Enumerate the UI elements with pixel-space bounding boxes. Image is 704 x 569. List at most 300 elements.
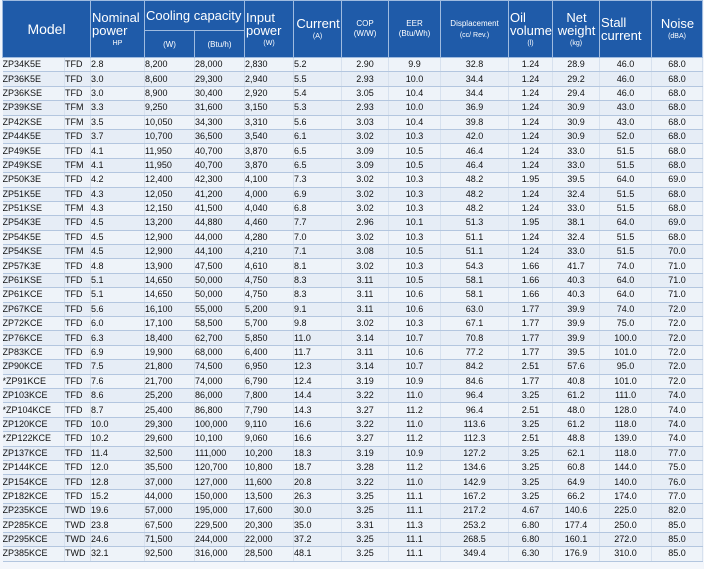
header-net-weight (553, 1, 600, 58)
cell-displacement: 349.4 (441, 547, 509, 561)
table-row (3, 187, 703, 201)
cell-displacement: 46.4 (441, 144, 509, 158)
cell-oil-volume: 3.25 (509, 489, 553, 503)
cell-model: ZP76KCE (3, 331, 65, 345)
table-row (3, 317, 703, 331)
cell-model: ZP72KCE (3, 317, 65, 331)
cell-nominal-power: 5.1 (91, 273, 145, 287)
cell-stall-current: 100.0 (600, 331, 652, 345)
table-row (3, 58, 703, 72)
cell-model: *ZP122KCE (3, 432, 65, 446)
table-row (3, 72, 703, 86)
cell-nominal-power: 8.6 (91, 388, 145, 402)
cell-input-power: 3,310 (245, 115, 294, 129)
cell-current: 6.9 (294, 187, 342, 201)
cell-nominal-power: 10.0 (91, 417, 145, 431)
header-model: Model (3, 1, 91, 58)
cell-stall-current: 225.0 (600, 504, 652, 518)
cell-eer: 11.1 (389, 532, 441, 546)
cell-noise: 72.0 (652, 345, 703, 359)
cell-noise: 85.0 (652, 532, 703, 546)
cell-input-power: 4,610 (245, 259, 294, 273)
cell-input-power: 6,400 (245, 345, 294, 359)
table-row (3, 101, 703, 115)
cell-type: TFD (65, 273, 91, 287)
cell-net-weight: 60.8 (553, 460, 600, 474)
cell-type: TWD (65, 518, 91, 532)
cell-oil-volume: 1.77 (509, 331, 553, 345)
cell-current: 8.3 (294, 288, 342, 302)
cell-stall-current: 111.0 (600, 388, 652, 402)
cell-current: 5.6 (294, 115, 342, 129)
cell-cop: 3.02 (342, 317, 389, 331)
cell-noise: 68.0 (652, 158, 703, 172)
cell-net-weight: 33.0 (553, 144, 600, 158)
cell-model: ZP295KCE (3, 532, 65, 546)
cell-nominal-power: 4.5 (91, 216, 145, 230)
cell-input-power: 6,790 (245, 374, 294, 388)
table-row (3, 230, 703, 244)
cell-input-power: 4,000 (245, 187, 294, 201)
cell-type: TFD (65, 173, 91, 187)
cell-displacement: 84.6 (441, 374, 509, 388)
cell-nominal-power: 12.0 (91, 460, 145, 474)
header-nominal-power-label: Nominal power (92, 9, 140, 38)
cell-displacement: 54.3 (441, 259, 509, 273)
cell-noise: 72.0 (652, 360, 703, 374)
cell-type: TFD (65, 360, 91, 374)
cell-net-weight: 140.6 (553, 504, 600, 518)
cell-noise: 85.0 (652, 547, 703, 561)
table-row (3, 475, 703, 489)
cell-eer: 11.3 (389, 518, 441, 532)
cell-nominal-power: 8.7 (91, 403, 145, 417)
cell-noise: 68.0 (652, 187, 703, 201)
cell-noise: 68.0 (652, 58, 703, 72)
cell-oil-volume: 1.24 (509, 58, 553, 72)
cell-nominal-power: 4.1 (91, 158, 145, 172)
header-eer (389, 1, 441, 58)
cell-displacement: 84.2 (441, 360, 509, 374)
header-input-power-unit: (W) (263, 39, 275, 47)
cell-cop: 3.25 (342, 532, 389, 546)
cell-oil-volume: 3.25 (509, 417, 553, 431)
cell-type: TFD (65, 58, 91, 72)
cell-model: ZP44K5E (3, 129, 65, 143)
header-noise-unit: (dBA) (668, 33, 686, 40)
cell-model: ZP34K5E (3, 58, 65, 72)
cell-type: TFD (65, 475, 91, 489)
cell-input-power: 5,200 (245, 302, 294, 316)
cell-cop: 3.22 (342, 417, 389, 431)
cell-displacement: 48.2 (441, 173, 509, 187)
table-row (3, 345, 703, 359)
cell-cop: 3.27 (342, 403, 389, 417)
cell-nominal-power: 4.5 (91, 245, 145, 259)
cell-oil-volume: 2.51 (509, 432, 553, 446)
cell-displacement: 96.4 (441, 403, 509, 417)
cell-oil-volume: 1.66 (509, 259, 553, 273)
cell-cooling-w: 67,500 (145, 518, 195, 532)
cell-net-weight: 61.2 (553, 417, 600, 431)
header-nominal-power-unit: HP (112, 39, 123, 47)
cell-nominal-power: 7.5 (91, 360, 145, 374)
cell-current: 6.5 (294, 144, 342, 158)
cell-input-power: 2,940 (245, 72, 294, 86)
cell-nominal-power: 23.8 (91, 518, 145, 532)
cell-type: TFD (65, 432, 91, 446)
cell-cooling-w: 10,050 (145, 115, 195, 129)
cell-eer: 10.6 (389, 302, 441, 316)
cell-nominal-power: 3.0 (91, 72, 145, 86)
cell-oil-volume: 1.24 (509, 187, 553, 201)
cell-stall-current: 51.5 (600, 230, 652, 244)
cell-noise: 74.0 (652, 417, 703, 431)
cell-cooling-btu: 244,000 (195, 532, 245, 546)
cell-eer: 9.9 (389, 58, 441, 72)
cell-input-power: 4,460 (245, 216, 294, 230)
cell-nominal-power: 15.2 (91, 489, 145, 503)
cell-input-power: 3,870 (245, 158, 294, 172)
cell-eer: 10.5 (389, 158, 441, 172)
cell-current: 12.4 (294, 374, 342, 388)
cell-oil-volume: 1.77 (509, 317, 553, 331)
cell-input-power: 11,600 (245, 475, 294, 489)
cell-current: 5.4 (294, 86, 342, 100)
cell-input-power: 4,210 (245, 245, 294, 259)
cell-input-power: 9,110 (245, 417, 294, 431)
cell-eer: 10.3 (389, 230, 441, 244)
cell-net-weight: 40.3 (553, 273, 600, 287)
cell-displacement: 51.1 (441, 245, 509, 259)
cell-net-weight: 33.0 (553, 201, 600, 215)
cell-stall-current: 74.0 (600, 302, 652, 316)
cell-net-weight: 160.1 (553, 532, 600, 546)
cell-cop: 3.19 (342, 374, 389, 388)
cell-eer: 10.3 (389, 129, 441, 143)
cell-oil-volume: 4.67 (509, 504, 553, 518)
table-row (3, 245, 703, 259)
cell-nominal-power: 2.8 (91, 58, 145, 72)
cell-stall-current: 51.5 (600, 144, 652, 158)
cell-cooling-btu: 41,500 (195, 201, 245, 215)
cell-noise: 68.0 (652, 86, 703, 100)
cell-cop: 3.02 (342, 230, 389, 244)
cell-model: *ZP104KCE (3, 403, 65, 417)
cell-cooling-w: 29,600 (145, 432, 195, 446)
cell-stall-current: 250.0 (600, 518, 652, 532)
cell-cooling-w: 25,400 (145, 403, 195, 417)
cell-eer: 11.0 (389, 417, 441, 431)
cell-model: ZP50K3E (3, 173, 65, 187)
cell-current: 14.3 (294, 403, 342, 417)
cell-cooling-btu: 74,500 (195, 360, 245, 374)
cell-net-weight: 62.1 (553, 446, 600, 460)
cell-net-weight: 41.7 (553, 259, 600, 273)
cell-noise: 74.0 (652, 388, 703, 402)
cell-cooling-w: 8,200 (145, 58, 195, 72)
cell-cooling-w: 17,100 (145, 317, 195, 331)
table-row (3, 417, 703, 431)
cell-input-power: 2,920 (245, 86, 294, 100)
cell-model: ZP51KSE (3, 201, 65, 215)
cell-oil-volume: 1.24 (509, 72, 553, 86)
cell-type: TFM (65, 101, 91, 115)
cell-displacement: 51.3 (441, 216, 509, 230)
cell-eer: 10.4 (389, 115, 441, 129)
cell-stall-current: 95.0 (600, 360, 652, 374)
cell-net-weight: 39.9 (553, 317, 600, 331)
cell-model: ZP90KCE (3, 360, 65, 374)
table-row (3, 129, 703, 143)
cell-model: ZP49KSE (3, 158, 65, 172)
cell-eer: 10.0 (389, 101, 441, 115)
table-row (3, 547, 703, 561)
cell-stall-current: 74.0 (600, 259, 652, 273)
cell-displacement: 51.1 (441, 230, 509, 244)
cell-oil-volume: 1.24 (509, 144, 553, 158)
cell-type: TFD (65, 317, 91, 331)
header-eer-label: EER (406, 19, 423, 28)
cell-type: TWD (65, 532, 91, 546)
cell-stall-current: 51.5 (600, 187, 652, 201)
cell-type: TFD (65, 72, 91, 86)
cell-cooling-btu: 34,300 (195, 115, 245, 129)
cell-nominal-power: 6.0 (91, 317, 145, 331)
cell-eer: 11.1 (389, 547, 441, 561)
cell-noise: 77.0 (652, 489, 703, 503)
cell-noise: 75.0 (652, 460, 703, 474)
cell-type: TFM (65, 115, 91, 129)
cell-cooling-w: 12,900 (145, 230, 195, 244)
cell-stall-current: 128.0 (600, 403, 652, 417)
cell-nominal-power: 3.0 (91, 86, 145, 100)
cell-oil-volume: 1.24 (509, 230, 553, 244)
cell-displacement: 63.0 (441, 302, 509, 316)
cell-noise: 71.0 (652, 288, 703, 302)
cell-cooling-w: 12,900 (145, 245, 195, 259)
compressor-spec-table (2, 0, 703, 562)
cell-cooling-w: 19,900 (145, 345, 195, 359)
cell-net-weight: 32.4 (553, 230, 600, 244)
header-cooling-btu: (Btu/h) (195, 31, 245, 58)
cell-cooling-w: 11,950 (145, 158, 195, 172)
cell-nominal-power: 4.1 (91, 144, 145, 158)
cell-cop: 2.96 (342, 216, 389, 230)
header-current-label: Current (296, 16, 340, 31)
cell-input-power: 7,790 (245, 403, 294, 417)
cell-oil-volume: 3.25 (509, 446, 553, 460)
table-row (3, 504, 703, 518)
cell-stall-current: 46.0 (600, 86, 652, 100)
cell-cooling-btu: 10,100 (195, 432, 245, 446)
cell-input-power: 13,500 (245, 489, 294, 503)
cell-cop: 3.02 (342, 259, 389, 273)
cell-displacement: 48.2 (441, 201, 509, 215)
cell-input-power: 4,750 (245, 288, 294, 302)
cell-nominal-power: 6.3 (91, 331, 145, 345)
cell-cooling-w: 21,700 (145, 374, 195, 388)
header-stall-current-label: Stall current (601, 15, 642, 43)
header-input-power-label: Input power (246, 9, 282, 38)
cell-eer: 11.2 (389, 403, 441, 417)
table-row (3, 173, 703, 187)
table-row (3, 273, 703, 287)
header-displacement-label: Displacement (450, 18, 499, 28)
cell-type: TFD (65, 374, 91, 388)
cell-cooling-btu: 316,000 (195, 547, 245, 561)
cell-cop: 2.93 (342, 72, 389, 86)
cell-net-weight: 40.3 (553, 288, 600, 302)
cell-current: 7.1 (294, 245, 342, 259)
cell-nominal-power: 10.2 (91, 432, 145, 446)
cell-net-weight: 39.9 (553, 302, 600, 316)
cell-displacement: 34.4 (441, 72, 509, 86)
cell-input-power: 9,060 (245, 432, 294, 446)
cell-cop: 3.25 (342, 547, 389, 561)
cell-model: ZP137KCE (3, 446, 65, 460)
cell-cooling-w: 32,500 (145, 446, 195, 460)
cell-current: 35.0 (294, 518, 342, 532)
cell-displacement: 36.9 (441, 101, 509, 115)
cell-stall-current: 51.5 (600, 158, 652, 172)
header-cooling-w: (W) (145, 31, 195, 58)
table-row (3, 331, 703, 345)
cell-cooling-w: 71,500 (145, 532, 195, 546)
cell-net-weight: 48.0 (553, 403, 600, 417)
cell-cop: 3.11 (342, 345, 389, 359)
cell-current: 12.3 (294, 360, 342, 374)
cell-input-power: 28,500 (245, 547, 294, 561)
cell-oil-volume: 1.77 (509, 374, 553, 388)
cell-stall-current: 46.0 (600, 72, 652, 86)
table-row (3, 446, 703, 460)
cell-net-weight: 57.6 (553, 360, 600, 374)
cell-current: 18.3 (294, 446, 342, 460)
cell-type: TFD (65, 86, 91, 100)
cell-displacement: 96.4 (441, 388, 509, 402)
cell-cooling-btu: 50,000 (195, 273, 245, 287)
header-current-unit: (A) (312, 33, 323, 40)
cell-cooling-w: 14,650 (145, 288, 195, 302)
table-row (3, 144, 703, 158)
cell-oil-volume: 6.80 (509, 518, 553, 532)
cell-input-power: 4,100 (245, 173, 294, 187)
cell-cooling-btu: 100,000 (195, 417, 245, 431)
cell-noise: 69.0 (652, 173, 703, 187)
cell-cooling-btu: 55,000 (195, 302, 245, 316)
cell-net-weight: 48.8 (553, 432, 600, 446)
cell-eer: 10.3 (389, 173, 441, 187)
table-row (3, 532, 703, 546)
cell-cooling-btu: 127,000 (195, 475, 245, 489)
cell-cop: 3.25 (342, 504, 389, 518)
cell-current: 48.1 (294, 547, 342, 561)
cell-net-weight: 39.5 (553, 173, 600, 187)
cell-cooling-btu: 42,300 (195, 173, 245, 187)
cell-current: 16.6 (294, 417, 342, 431)
cell-type: TFD (65, 489, 91, 503)
cell-oil-volume: 2.51 (509, 360, 553, 374)
cell-noise: 68.0 (652, 101, 703, 115)
table-row (3, 86, 703, 100)
cell-net-weight: 29.2 (553, 72, 600, 86)
cell-stall-current: 43.0 (600, 101, 652, 115)
cell-net-weight: 38.1 (553, 216, 600, 230)
header-noise-label: Noise (660, 16, 695, 31)
cell-displacement: 134.6 (441, 460, 509, 474)
cell-cooling-btu: 86,000 (195, 388, 245, 402)
cell-noise: 77.0 (652, 446, 703, 460)
cell-stall-current: 64.0 (600, 288, 652, 302)
cell-net-weight: 33.0 (553, 158, 600, 172)
header-oil-volume-label: Oil volume (510, 9, 552, 38)
cell-eer: 11.0 (389, 475, 441, 489)
table-row (3, 403, 703, 417)
cell-current: 16.6 (294, 432, 342, 446)
cell-cop: 2.90 (342, 58, 389, 72)
cell-cop: 3.28 (342, 460, 389, 474)
cell-displacement: 42.0 (441, 129, 509, 143)
cell-type: TFD (65, 144, 91, 158)
cell-noise: 71.0 (652, 259, 703, 273)
cell-model: ZP54K3E (3, 216, 65, 230)
cell-eer: 10.5 (389, 273, 441, 287)
cell-displacement: 46.4 (441, 158, 509, 172)
cell-nominal-power: 32.1 (91, 547, 145, 561)
cell-eer: 10.3 (389, 187, 441, 201)
cell-input-power: 6,950 (245, 360, 294, 374)
cell-oil-volume: 1.77 (509, 345, 553, 359)
cell-cooling-btu: 111,000 (195, 446, 245, 460)
cell-cooling-btu: 150,000 (195, 489, 245, 503)
cell-cooling-w: 16,100 (145, 302, 195, 316)
cell-type: TFM (65, 245, 91, 259)
cell-type: TFD (65, 403, 91, 417)
table-row (3, 518, 703, 532)
cell-eer: 10.3 (389, 317, 441, 331)
cell-cooling-btu: 40,700 (195, 158, 245, 172)
cell-type: TFD (65, 187, 91, 201)
cell-stall-current: 310.0 (600, 547, 652, 561)
cell-stall-current: 118.0 (600, 446, 652, 460)
cell-current: 6.1 (294, 129, 342, 143)
cell-displacement: 70.8 (441, 331, 509, 345)
cell-cooling-btu: 44,100 (195, 245, 245, 259)
cell-cooling-w: 14,650 (145, 273, 195, 287)
cell-net-weight: 61.2 (553, 388, 600, 402)
cell-cooling-btu: 74,000 (195, 374, 245, 388)
cell-nominal-power: 5.6 (91, 302, 145, 316)
cell-displacement: 127.2 (441, 446, 509, 460)
cell-stall-current: 43.0 (600, 115, 652, 129)
cell-input-power: 5,700 (245, 317, 294, 331)
table-row (3, 432, 703, 446)
cell-oil-volume: 1.24 (509, 129, 553, 143)
header-displacement (441, 1, 509, 58)
cell-cop: 3.02 (342, 173, 389, 187)
cell-cop: 3.25 (342, 489, 389, 503)
header-eer-unit: (Btu/Wh) (398, 29, 431, 38)
cell-noise: 72.0 (652, 317, 703, 331)
cell-model: ZP83KCE (3, 345, 65, 359)
table-row (3, 216, 703, 230)
cell-nominal-power: 3.7 (91, 129, 145, 143)
cell-model: *ZP91KCE (3, 374, 65, 388)
cell-oil-volume: 1.24 (509, 158, 553, 172)
cell-cooling-btu: 68,000 (195, 345, 245, 359)
header-cop-unit: (W/W) (353, 29, 377, 38)
